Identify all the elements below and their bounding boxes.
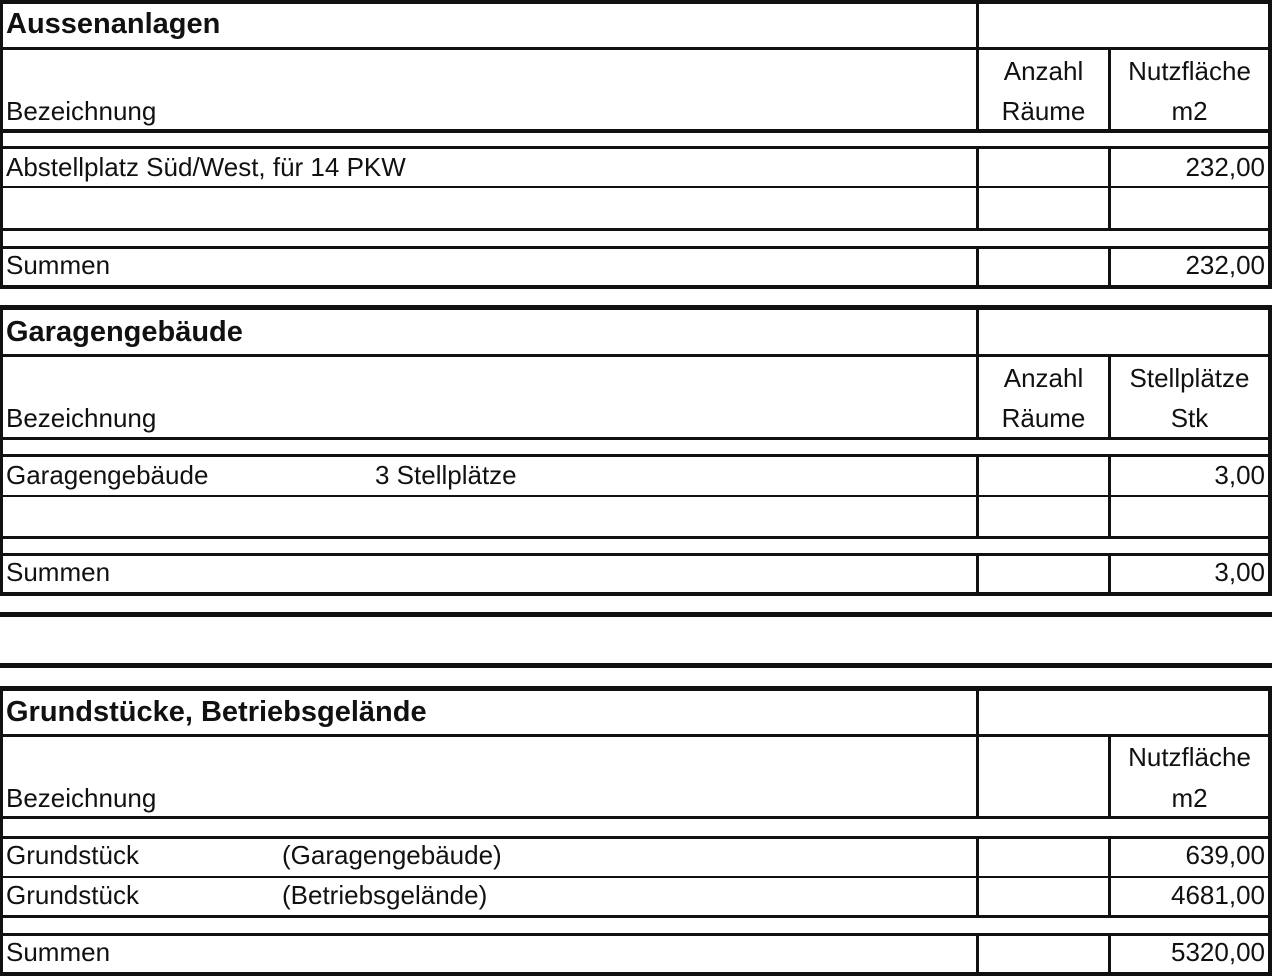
row-value: 232,00 xyxy=(1185,152,1265,182)
sum-label: Summen xyxy=(6,250,111,280)
rule xyxy=(0,129,1272,133)
section-title: Garagengebäude xyxy=(6,316,243,348)
rule xyxy=(0,285,1272,289)
rule xyxy=(0,0,3,289)
header-value-unit: m2 xyxy=(1171,783,1208,813)
row-value: 639,00 xyxy=(1185,840,1265,870)
rule xyxy=(0,354,1272,357)
rule xyxy=(0,146,1272,149)
rule xyxy=(0,592,1272,596)
header-label: Bezeichnung xyxy=(6,403,157,433)
rule xyxy=(0,47,1272,50)
row-label: Grundstück xyxy=(6,880,139,910)
header-count-unit: Räume xyxy=(1001,96,1086,126)
header-count: Anzahl xyxy=(1003,56,1084,86)
header-value-unit: Stk xyxy=(1170,403,1209,433)
rule xyxy=(0,836,1272,839)
rule xyxy=(0,305,1272,310)
rule xyxy=(976,686,979,819)
rule xyxy=(0,876,1272,878)
header-value: Nutzfläche xyxy=(1128,742,1251,772)
rule xyxy=(976,553,979,596)
rule xyxy=(0,972,1272,976)
separator-rule xyxy=(0,612,1272,617)
rule xyxy=(0,246,1272,249)
row-label: Grundstück xyxy=(6,840,139,870)
rule xyxy=(0,186,1272,188)
row-label-detail: (Betriebsgelände) xyxy=(282,880,488,910)
rule xyxy=(0,536,1272,539)
section-title: Aussenanlagen xyxy=(6,8,221,40)
header-value: Stellplätze xyxy=(1129,363,1250,393)
rule xyxy=(0,686,1272,691)
row-value: 3,00 xyxy=(1214,460,1265,490)
rule xyxy=(0,734,1272,737)
rule xyxy=(0,553,1272,556)
rule xyxy=(0,915,1272,918)
sum-value: 5320,00 xyxy=(1171,937,1265,967)
row-label: Abstellplatz Süd/West, für 14 PKW xyxy=(6,152,406,182)
row-value: 4681,00 xyxy=(1171,880,1265,910)
rule xyxy=(0,305,3,596)
sum-label: Summen xyxy=(6,937,111,967)
rule xyxy=(1268,305,1272,596)
rule xyxy=(976,146,979,231)
header-count-unit: Räume xyxy=(1001,403,1086,433)
rule xyxy=(976,454,979,539)
rule xyxy=(1268,686,1272,976)
rule xyxy=(0,454,1272,457)
rule xyxy=(0,495,1272,497)
rule xyxy=(0,816,1272,819)
header-count: Anzahl xyxy=(1003,363,1084,393)
section-title: Grundstücke, Betriebsgelände xyxy=(6,696,427,728)
rule xyxy=(0,0,1272,4)
sum-value: 232,00 xyxy=(1185,250,1265,280)
separator-rule xyxy=(0,663,1272,668)
header-label: Bezeichnung xyxy=(6,783,157,813)
rule xyxy=(0,228,1272,231)
rule xyxy=(0,686,3,976)
header-label: Bezeichnung xyxy=(6,96,157,126)
row-label-detail: (Garagengebäude) xyxy=(282,840,502,870)
rule xyxy=(1268,0,1272,289)
row-label-detail: 3 Stellplätze xyxy=(375,460,517,490)
rule xyxy=(976,246,979,289)
rule xyxy=(976,933,979,976)
header-value: Nutzfläche xyxy=(1128,56,1251,86)
sum-value: 3,00 xyxy=(1214,557,1265,587)
rule xyxy=(0,437,1272,440)
rule xyxy=(0,933,1272,936)
rule xyxy=(976,836,979,918)
header-value-unit: m2 xyxy=(1171,96,1208,126)
sum-label: Summen xyxy=(6,557,111,587)
row-label: Garagengebäude xyxy=(6,460,209,490)
